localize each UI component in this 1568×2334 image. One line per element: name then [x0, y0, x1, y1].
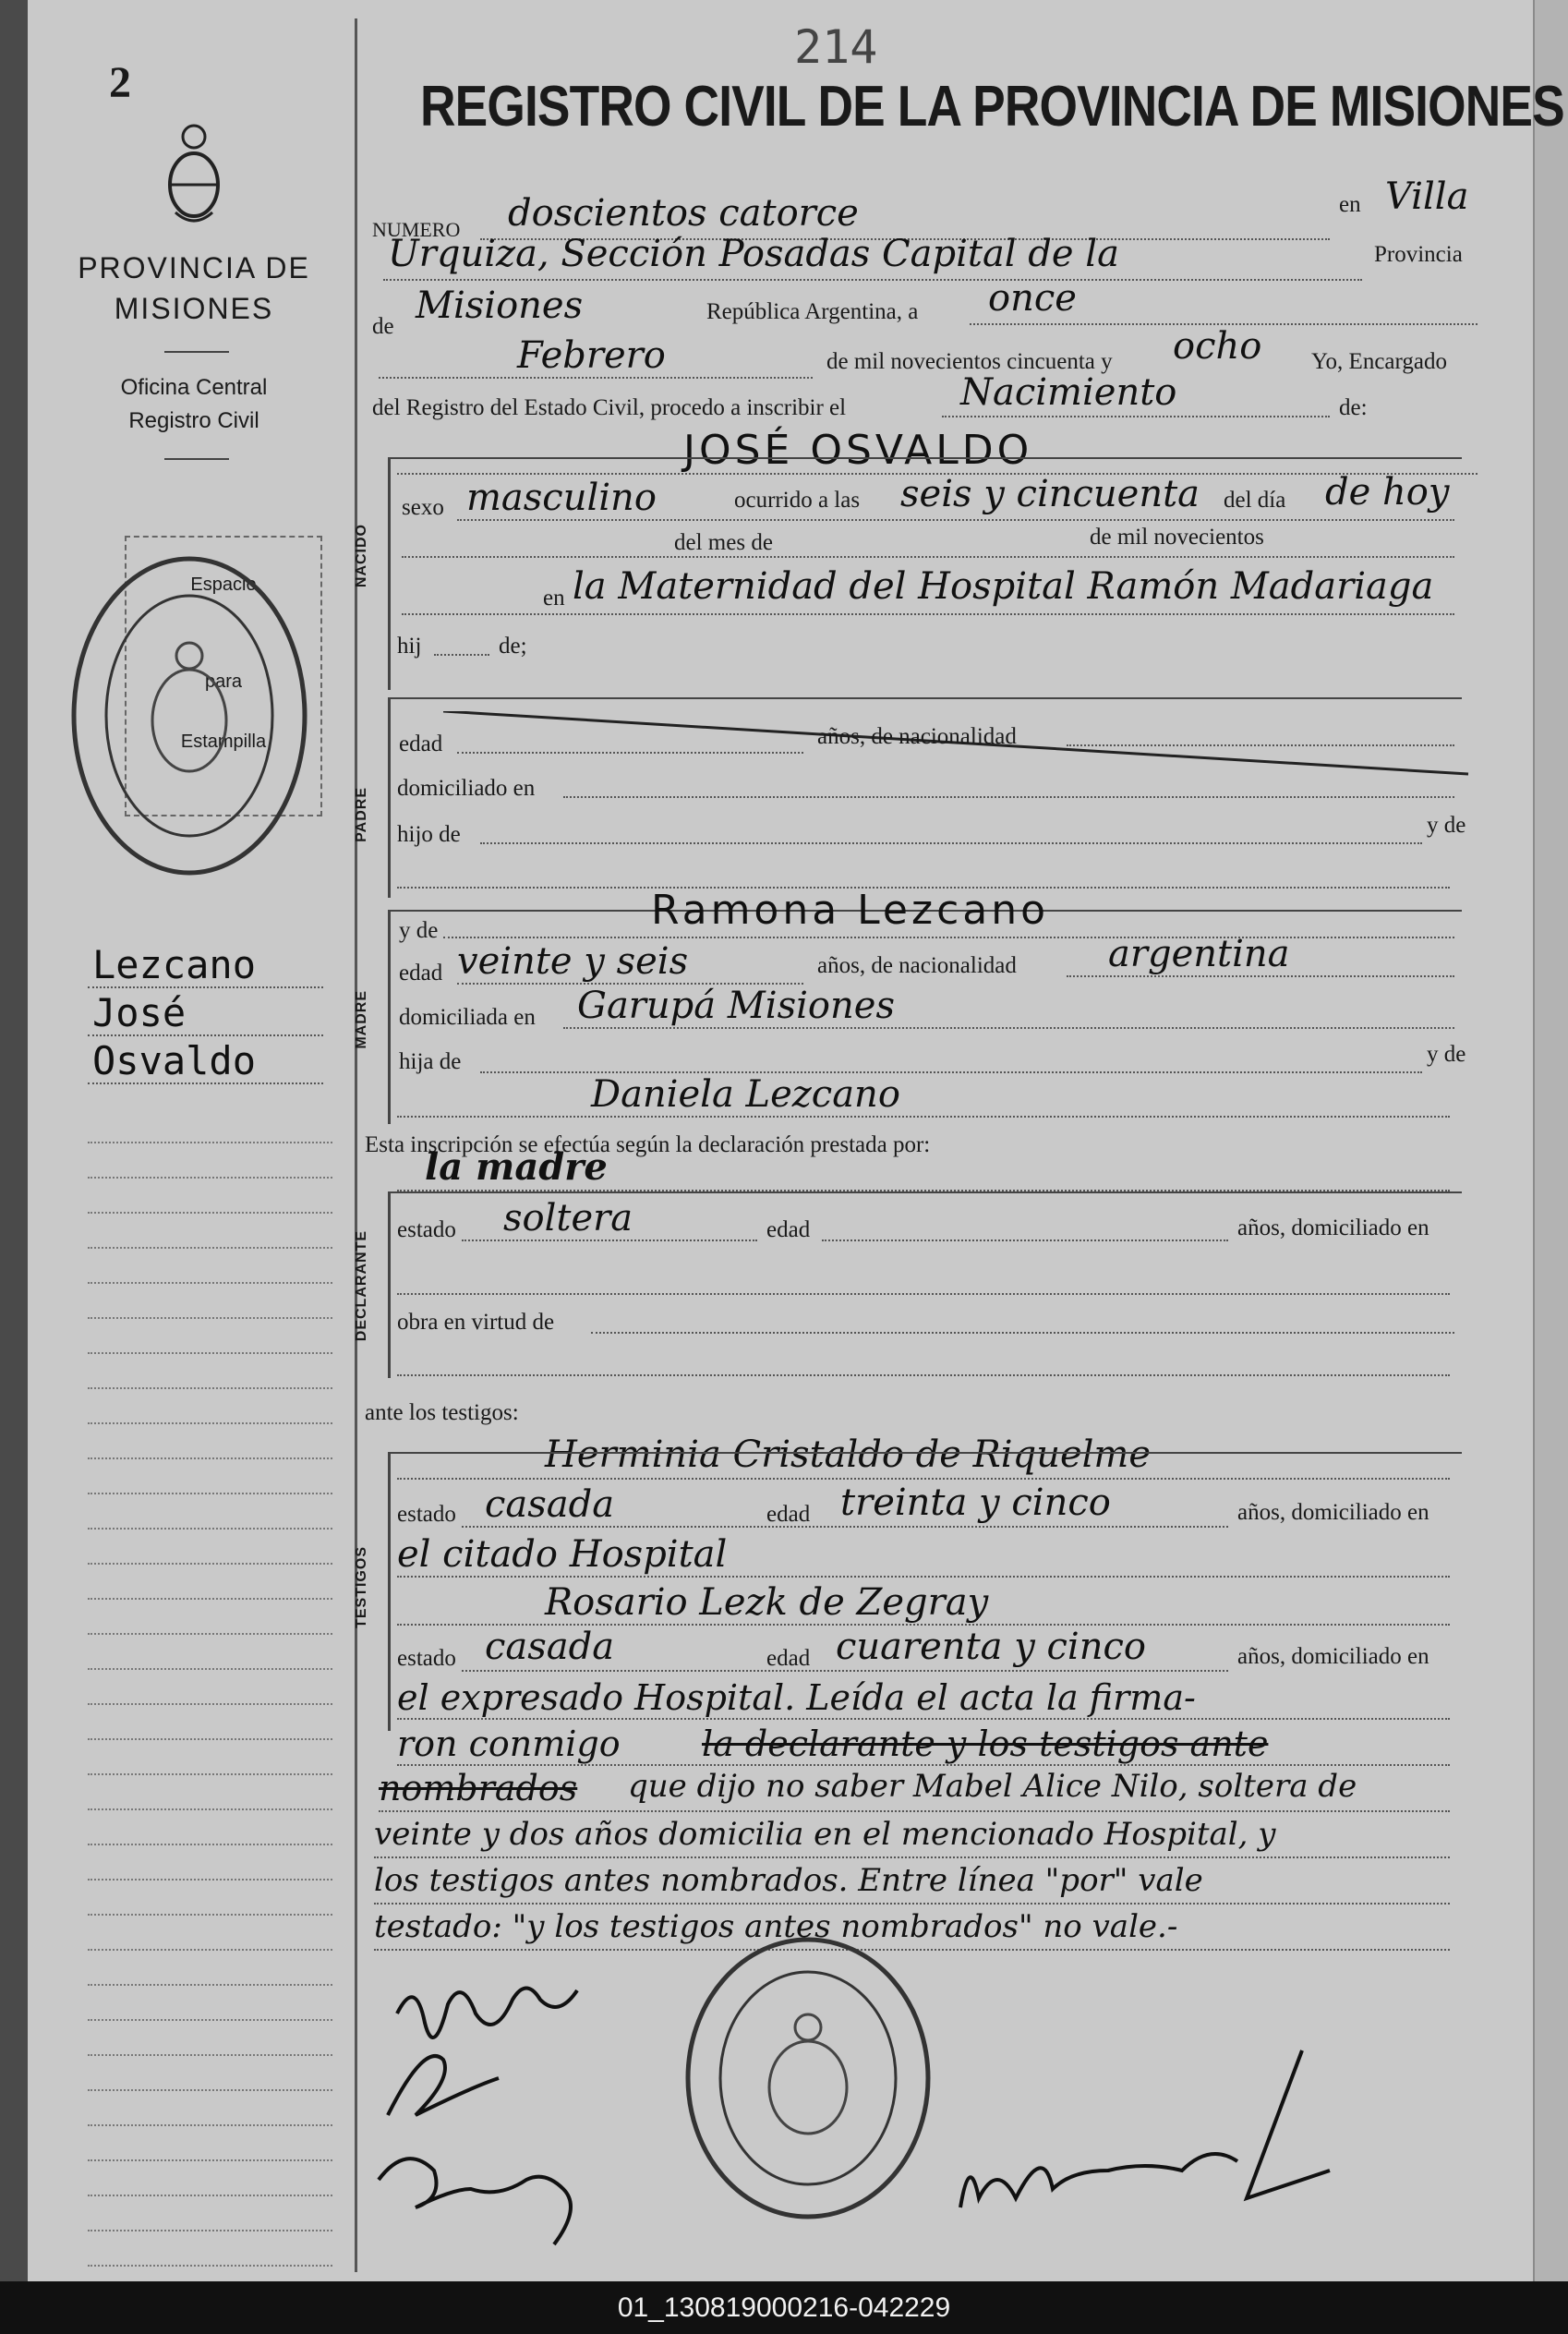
- rule: [480, 842, 1422, 844]
- label-ocurrido: ocurrido a las: [734, 488, 861, 513]
- value-abuela: Daniela Lezcano: [591, 1073, 900, 1116]
- label-padre-y-de: y de: [1427, 813, 1466, 838]
- value-lugar: Urquiza, Sección Posadas Capital de la: [388, 233, 1119, 275]
- value-testigo2: Rosario Lezk de Zegray: [545, 1581, 989, 1624]
- label-de: de: [372, 314, 394, 339]
- value-nombre: JOSÉ OSVALDO: [683, 427, 1033, 474]
- label-obra-en-virtud: obra en virtud de: [397, 1310, 555, 1335]
- label-sexo: sexo: [402, 495, 444, 520]
- value-testigo1-domicilio: el citado Hospital: [397, 1533, 728, 1576]
- label-del-dia: del día: [1224, 488, 1286, 513]
- office-heading-line-1: Oficina Central: [120, 375, 268, 400]
- rule: [457, 519, 1454, 521]
- margin-second-name: Osvaldo: [92, 1038, 257, 1083]
- label-padre-edad: edad: [399, 732, 443, 756]
- value-en: Villa: [1385, 175, 1469, 218]
- value-lugar-nacimiento: la Maternidad del Hospital Ramón Madariaga: [573, 565, 1434, 608]
- label-madre-anos-nac: años, de nacionalidad: [817, 953, 1017, 978]
- page-number: 2: [109, 58, 131, 107]
- rule: [591, 1332, 1454, 1334]
- value-ano: ocho: [1173, 325, 1262, 368]
- margin-divider-line: [355, 18, 357, 2272]
- label-registro: del Registro del Estado Civil, procedo a inscribir el: [372, 395, 847, 420]
- rule: [457, 752, 803, 754]
- margin-rule: [88, 1082, 323, 1084]
- label-testigo1-estado: estado: [397, 1502, 456, 1527]
- stamp-label-3: Estampilla: [180, 732, 267, 752]
- rule: [374, 1856, 1450, 1858]
- value-madre-domicilio: Garupá Misiones: [577, 985, 895, 1027]
- closing-line-4: veinte y dos años domicilia en el mencionado Hospital, y: [374, 1816, 1276, 1853]
- province-heading-line-1: PROVINCIA DE: [78, 251, 310, 284]
- rule: [379, 1810, 1450, 1812]
- rule: [379, 377, 813, 379]
- value-madre-nombre: Ramona Lezcano: [651, 887, 1050, 934]
- rule: [402, 613, 1454, 615]
- label-en: en: [1339, 192, 1361, 217]
- value-testigo2-edad: cuarenta y cinco: [836, 1626, 1146, 1668]
- province-heading: [37, 248, 351, 329]
- label-padre-domiciliado: domiciliado en: [397, 776, 536, 801]
- rule: [397, 1718, 1450, 1720]
- page-binding-edge: [0, 0, 28, 2281]
- rule: [397, 1374, 1450, 1376]
- rule: [462, 1526, 1228, 1528]
- rule: [402, 556, 1454, 558]
- margin-first-name: José: [92, 990, 187, 1035]
- rule: [1067, 975, 1454, 977]
- rule: [942, 416, 1330, 417]
- rule: [434, 654, 489, 656]
- rule: [397, 1764, 1450, 1766]
- label-padre-hijo-de: hijo de: [397, 822, 461, 847]
- value-madre-edad: veinte y seis: [457, 940, 689, 983]
- label-yo-encargado: Yo, Encargado: [1311, 349, 1447, 374]
- closing-line-1: el expresado Hospital. Leída el acta la firma-: [397, 1677, 1196, 1718]
- rule: [397, 1576, 1450, 1578]
- value-provincia: Misiones: [416, 284, 584, 327]
- rule: [374, 1903, 1450, 1905]
- rule: [383, 279, 1362, 281]
- label-ante-testigos: ante los testigos:: [365, 1400, 519, 1425]
- signatures: [360, 1958, 1468, 2254]
- label-declarante-estado: estado: [397, 1217, 456, 1242]
- label-hij: hij: [397, 634, 422, 659]
- stamp-label-1: Espacio: [190, 574, 257, 595]
- rule: [462, 1240, 757, 1241]
- rule: [443, 937, 1454, 938]
- label-testigo1-edad: edad: [766, 1502, 811, 1527]
- margin-divider: [164, 351, 229, 353]
- closing-line-2a: ron conmigo: [397, 1723, 621, 1764]
- closing-line-5: los testigos antes nombrados. Entre línea "por" vale: [374, 1862, 1203, 1899]
- label-madre-hija-de: hija de: [399, 1049, 462, 1074]
- section-label-declarante: DECLARANTE: [354, 1230, 369, 1342]
- margin-rule: [88, 986, 323, 988]
- rule: [462, 1670, 1228, 1672]
- label-madre-y-de-2: y de: [1427, 1042, 1466, 1067]
- page-right-edge: [1533, 0, 1568, 2281]
- rule: [1067, 744, 1454, 746]
- margin-divider: [164, 458, 229, 460]
- section-label-madre: MADRE: [354, 990, 369, 1049]
- margin-surname: Lezcano: [92, 942, 257, 987]
- stamp-label-2: para: [204, 671, 243, 692]
- value-testigo1-estado: casada: [485, 1483, 615, 1526]
- image-id-footer: 01_130819000216-042229: [0, 2281, 1568, 2334]
- value-sexo: masculino: [466, 477, 657, 519]
- office-heading-line-2: Registro Civil: [128, 408, 259, 433]
- office-heading: [37, 371, 351, 438]
- coat-of-arms-icon: [157, 120, 231, 231]
- rule: [397, 1293, 1450, 1295]
- label-madre-y-de: y de: [399, 918, 439, 943]
- label-de-semi: de;: [499, 634, 527, 659]
- label-declarante-edad: edad: [766, 1217, 811, 1242]
- value-mes: Febrero: [517, 334, 666, 377]
- label-testigo2-edad: edad: [766, 1646, 811, 1671]
- closing-line-3b: que dijo no saber Mabel Alice Nilo, soltera de: [628, 1768, 1357, 1805]
- label-testigo2-estado: estado: [397, 1646, 456, 1671]
- rule: [563, 796, 1454, 798]
- value-madre-nacionalidad: argentina: [1108, 933, 1290, 975]
- label-declarante-anos-dom: años, domiciliado en: [1237, 1215, 1429, 1240]
- label-esta-inscripcion: Esta inscripción se efectúa según la declaración prestada por:: [365, 1132, 931, 1157]
- label-madre-domiciliada: domiciliada en: [399, 1005, 536, 1030]
- document-title: REGISTRO CIVIL DE LA PROVINCIA DE MISIONES: [420, 75, 1564, 139]
- label-en-lugar: en: [543, 586, 565, 611]
- label-republica: República Argentina, a: [706, 299, 919, 324]
- value-declarante-estado: soltera: [503, 1197, 633, 1240]
- province-heading-line-2: MISIONES: [114, 292, 274, 325]
- value-testigo2-estado: casada: [485, 1626, 615, 1668]
- label-del-mes: del mes de: [674, 530, 773, 555]
- margin-ruled-lines: [88, 1108, 332, 2302]
- label-testigo1-anos-dom: años, domiciliado en: [1237, 1500, 1429, 1525]
- section-label-testigos: TESTIGOS: [354, 1546, 369, 1628]
- label-numero: NUMERO: [372, 218, 461, 241]
- value-dia: once: [988, 277, 1077, 320]
- value-acto: Nacimiento: [960, 371, 1177, 414]
- closing-line-6: testado: "y los testigos antes nombrados" no vale.-: [374, 1908, 1178, 1945]
- label-madre-edad: edad: [399, 961, 443, 986]
- label-mil-novecientos: de mil novecientos: [1090, 525, 1264, 550]
- section-label-nacido: NACIDO: [354, 524, 369, 588]
- value-numero: doscientos catorce: [508, 192, 859, 235]
- value-declarante: la madre: [425, 1145, 608, 1189]
- closing-line-2b-struck: la declarante y los testigos ante: [702, 1723, 1269, 1764]
- label-padre-anos-nac: años, de nacionalidad: [817, 724, 1017, 749]
- rule: [822, 1240, 1228, 1241]
- value-testigo1: Herminia Cristaldo de Riquelme: [545, 1433, 1152, 1476]
- value-testigo1-edad: treinta y cinco: [840, 1481, 1111, 1524]
- civil-registry-seal: [65, 545, 314, 887]
- value-dia-de: de hoy: [1325, 471, 1450, 514]
- margin-rule: [88, 1034, 323, 1036]
- label-testigo2-anos-dom: años, domiciliado en: [1237, 1644, 1429, 1669]
- value-hora: seis y cincuenta: [900, 473, 1200, 515]
- closing-line-3a-struck: nombrados: [379, 1768, 578, 1808]
- rule: [563, 1027, 1454, 1029]
- label-provincia: Provincia: [1374, 242, 1463, 267]
- rule: [397, 1116, 1450, 1118]
- label-de-colon: de:: [1339, 395, 1368, 420]
- label-mil-novecientos-cincuenta: de mil novecientos cincuenta y: [826, 349, 1113, 374]
- section-label-padre: PADRE: [354, 787, 369, 842]
- header-record-number: 214: [794, 20, 878, 74]
